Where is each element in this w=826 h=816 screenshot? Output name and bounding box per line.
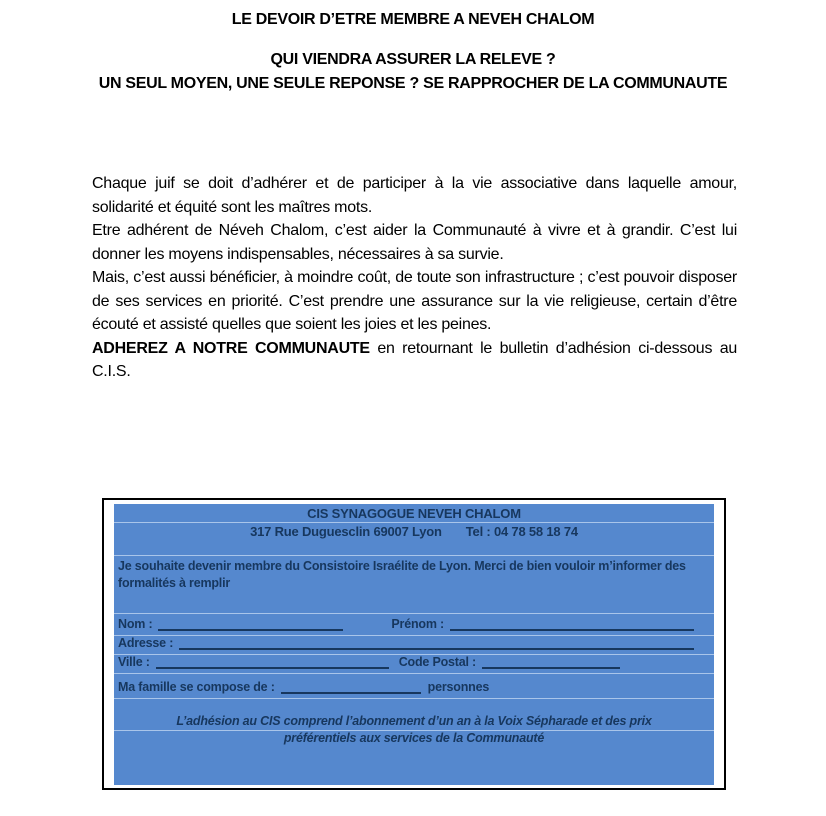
form-footnote-line2: préférentiels aux services de la Communauté bbox=[283, 731, 545, 745]
nom-label: Nom : bbox=[118, 617, 153, 631]
call-to-action-rest: en retournant le bulletin d’adhésion ci-dessous au C.I.S. bbox=[92, 339, 737, 380]
form-street-address: 317 Rue Duguesclin 69007 Lyon bbox=[250, 524, 442, 539]
form-row-family-size bbox=[114, 674, 714, 699]
body-text bbox=[92, 172, 737, 384]
code-postal-label: Code Postal : bbox=[398, 655, 476, 669]
paragraph-being-member: Etre adhérent de Néveh Chalom, c’est aider la Communauté à vivre et à grandir. C’est lui donner les moyens indispensables, nécessaires à sa survie. bbox=[92, 222, 737, 263]
call-to-action-bold: ADHEREZ A NOTRE COMMUNAUTE bbox=[92, 339, 370, 357]
code-postal-blank-line bbox=[482, 657, 620, 669]
form-org-name: CIS SYNAGOGUE NEVEH CHALOM bbox=[114, 504, 714, 523]
form-intro-text: Je souhaite devenir membre du Consistoire Israélite de Lyon. Merci de bien vouloir m’informer des formalités à remplir bbox=[114, 556, 714, 614]
personnes-label: personnes bbox=[427, 680, 490, 694]
document-subtitle bbox=[0, 48, 826, 96]
form-address-row bbox=[114, 523, 714, 556]
form-row-address bbox=[114, 636, 714, 655]
nom-blank-line bbox=[158, 619, 343, 631]
prenom-blank-line bbox=[450, 619, 694, 631]
form-row-name bbox=[114, 614, 714, 636]
subtitle-answer: UN SEUL MOYEN, UNE SEULE REPONSE ? SE RAPPROCHER DE LA COMMUNAUTE bbox=[98, 75, 728, 92]
document-header bbox=[0, 8, 826, 96]
form-empty-row bbox=[114, 699, 714, 712]
prenom-label: Prénom : bbox=[391, 617, 444, 631]
paragraph-benefits: Mais, c’est aussi bénéficier, à moindre coût, de toute son infrastructure ; c’est pouvoir disposer de ses services en priorité. C’est prendre une assurance sur la vie religieuse, certain d’être écouté et assisté quelles que soient les joies et les peines. bbox=[92, 269, 737, 333]
membership-form-box bbox=[102, 498, 726, 790]
form-bottom-filler bbox=[114, 748, 714, 785]
form-phone: Tel : 04 78 58 18 74 bbox=[465, 524, 578, 539]
ville-label: Ville : bbox=[118, 655, 150, 669]
famille-blank-line bbox=[281, 682, 421, 694]
adresse-blank-line bbox=[179, 638, 694, 650]
membership-form-table bbox=[114, 504, 714, 785]
adresse-label: Adresse : bbox=[118, 636, 174, 650]
ville-blank-line bbox=[156, 657, 389, 669]
form-footnote-line1: L’adhésion au CIS comprend l’abonnement d’un an à la Voix Sépharade et des prix bbox=[114, 712, 714, 731]
famille-label: Ma famille se compose de : bbox=[118, 680, 275, 694]
paragraph-adhesion-duty: Chaque juif se doit d’adhérer et de participer à la vie associative dans laquelle amour, solidarité et équité sont les maîtres mots. bbox=[92, 175, 737, 216]
subtitle-question: QUI VIENDRA ASSURER LA RELEVE ? bbox=[270, 51, 556, 68]
paragraph-call-to-action bbox=[92, 337, 737, 384]
form-row-city bbox=[114, 655, 714, 674]
document-title: LE DEVOIR D’ETRE MEMBRE A NEVEH CHALOM bbox=[231, 11, 595, 28]
